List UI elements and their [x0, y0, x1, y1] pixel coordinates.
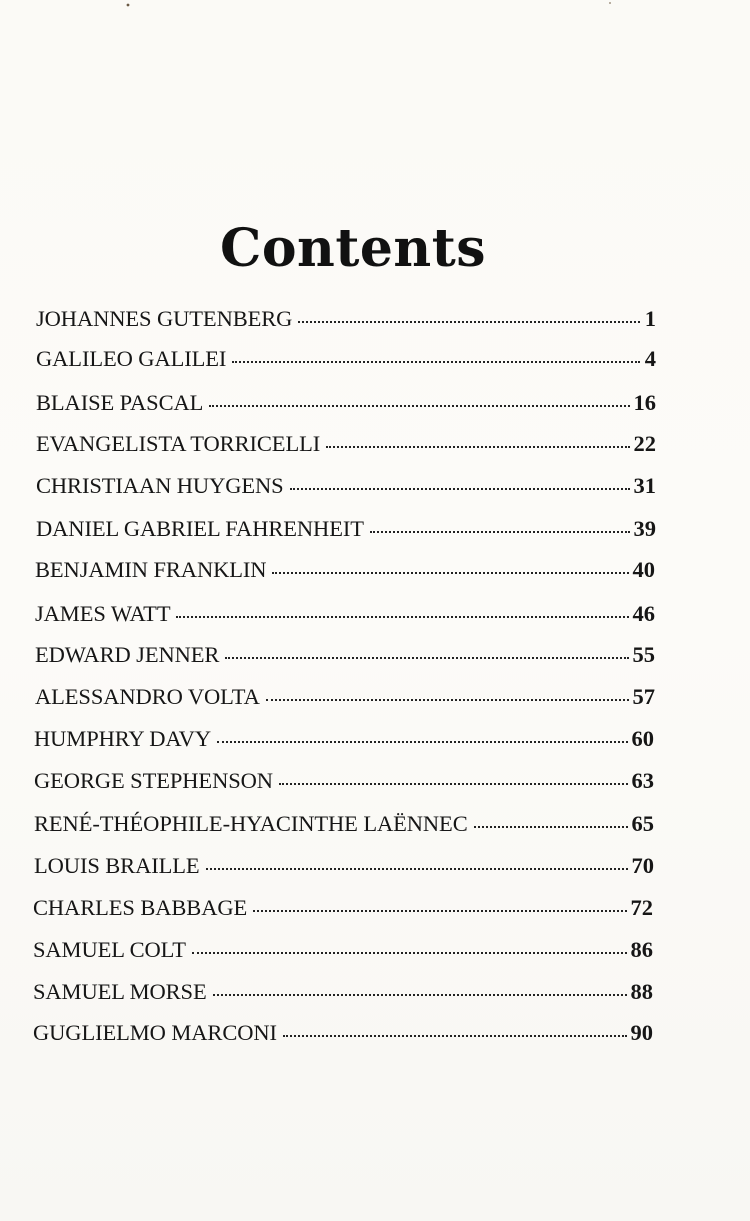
entry-name: CHARLES BABBAGE — [33, 895, 248, 920]
dot-leader — [474, 826, 628, 828]
entry-name: BENJAMIN FRANKLIN — [35, 557, 267, 582]
dot-leader — [283, 1035, 627, 1037]
entry-name: DANIEL GABRIEL FAHRENHEIT — [36, 516, 364, 541]
entry-name: EDWARD JENNER — [35, 642, 220, 667]
entry-page-number: 40 — [632, 557, 655, 582]
entry-name: JOHANNES GUTENBERG — [36, 306, 293, 331]
entry-name: GEORGE STEPHENSON — [34, 768, 273, 793]
dot-leader — [225, 657, 628, 659]
entry-name: EVANGELISTA TORRICELLI — [36, 431, 321, 456]
dot-leader — [298, 321, 640, 323]
entry-page-number: 90 — [630, 1020, 653, 1045]
entry-name: BLAISE PASCAL — [36, 390, 204, 415]
entry-page-number: 22 — [633, 431, 656, 456]
dot-leader — [253, 910, 626, 912]
entry-page-number: 55 — [632, 642, 655, 667]
entry-page-number: 57 — [632, 684, 655, 709]
dot-leader — [217, 741, 628, 743]
toc-entry — [34, 850, 654, 882]
toc-entry — [36, 513, 656, 545]
entry-name: SAMUEL COLT — [33, 937, 186, 962]
entry-name: SAMUEL MORSE — [33, 979, 207, 1004]
paper-specks — [0, 0, 750, 20]
dot-leader — [326, 446, 629, 448]
entry-name: HUMPHRY DAVY — [34, 726, 211, 751]
dot-leader — [206, 868, 628, 870]
dot-leader — [176, 616, 628, 618]
entry-page-number: 60 — [631, 726, 654, 751]
entry-page-number: 31 — [633, 473, 656, 498]
toc-entry — [35, 598, 655, 630]
entry-page-number: 86 — [630, 937, 653, 962]
entry-page-number: 39 — [633, 516, 656, 541]
dot-leader — [272, 572, 628, 574]
entry-name: JAMES WATT — [35, 601, 171, 626]
dot-leader — [192, 952, 627, 954]
toc-entry — [33, 892, 653, 924]
entry-page-number: 46 — [632, 601, 655, 626]
toc-entry — [35, 639, 655, 671]
toc-entry — [33, 976, 653, 1008]
entry-page-number: 4 — [644, 346, 656, 371]
toc-entry — [36, 470, 656, 502]
toc-entry — [36, 343, 656, 375]
entry-page-number: 1 — [644, 306, 656, 331]
entry-page-number: 63 — [631, 768, 654, 793]
toc-entry — [34, 723, 654, 755]
entry-name: RENÉ-THÉOPHILE-HYACINTHE LAËNNEC — [34, 811, 468, 836]
dot-leader — [279, 783, 628, 785]
toc-entry — [35, 681, 655, 713]
toc-entry — [36, 428, 656, 460]
entry-name: GALILEO GALILEI — [36, 346, 227, 371]
toc-entry — [33, 934, 653, 966]
toc-entry — [34, 765, 654, 797]
toc-entry — [36, 387, 656, 419]
entry-name: ALESSANDRO VOLTA — [35, 684, 260, 709]
entry-name: LOUIS BRAILLE — [34, 853, 200, 878]
dot-leader — [290, 488, 630, 490]
entry-name: CHRISTIAAN HUYGENS — [36, 473, 284, 498]
toc-entry — [34, 808, 654, 840]
dot-leader — [213, 994, 627, 996]
entry-page-number: 70 — [631, 853, 654, 878]
entry-page-number: 88 — [630, 979, 653, 1004]
dot-leader — [370, 531, 630, 533]
entry-page-number: 65 — [631, 811, 654, 836]
entry-name: GUGLIELMO MARCONI — [33, 1020, 277, 1045]
toc-entry — [33, 1017, 653, 1049]
page-title: Contents — [219, 217, 487, 279]
dot-leader — [266, 699, 629, 701]
entry-page-number: 72 — [630, 895, 653, 920]
toc-entry — [36, 303, 656, 335]
dot-leader — [209, 405, 629, 407]
entry-page-number: 16 — [633, 390, 656, 415]
dot-leader — [232, 361, 640, 363]
toc-entry — [35, 554, 655, 586]
